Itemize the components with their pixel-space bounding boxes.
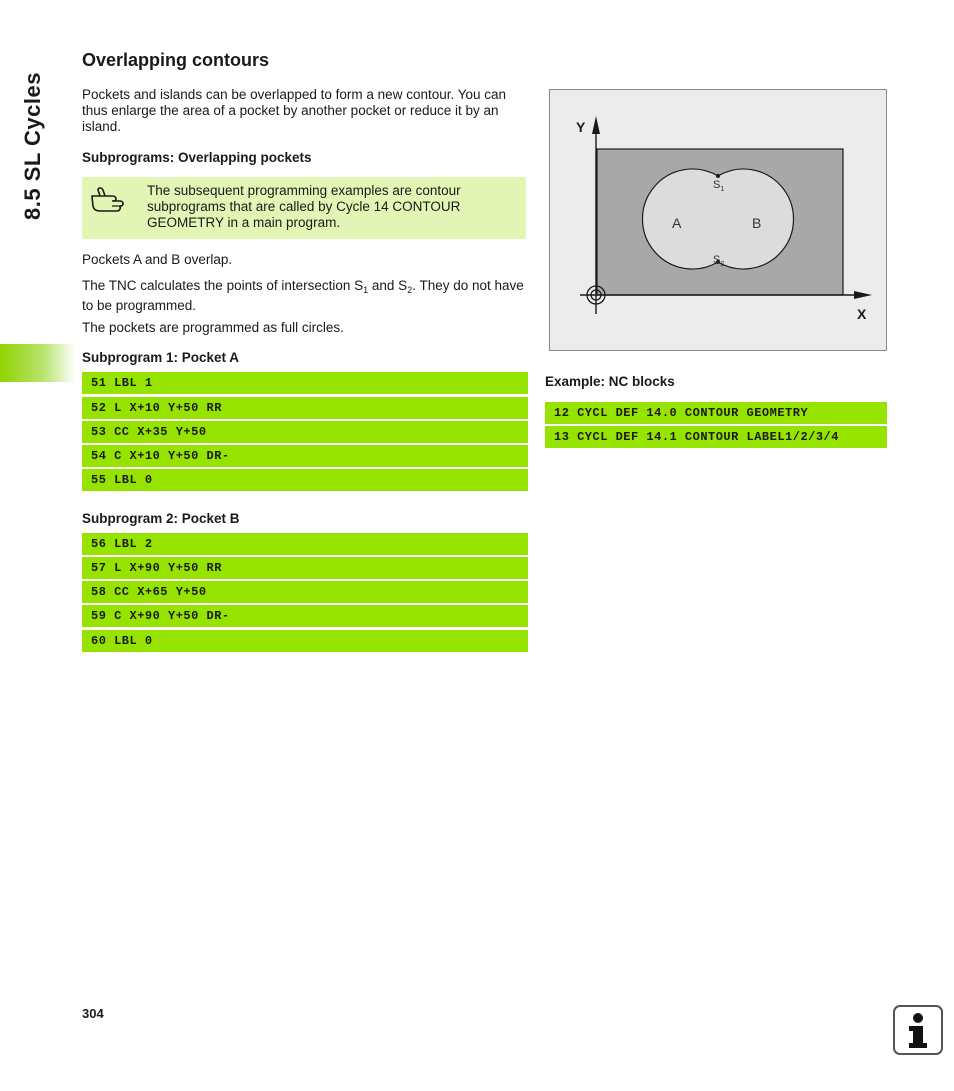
intersection-sub-2: 2	[407, 285, 413, 295]
pocket-a-label: A	[672, 215, 682, 231]
code-line: 55 LBL 0	[82, 469, 528, 491]
intersection-text-3: . They do not have to be programmed.	[82, 278, 524, 313]
x-axis-label: X	[857, 306, 867, 322]
code-line: 59 C X+90 Y+50 DR-	[82, 605, 528, 627]
paragraph-full-circles: The pockets are programmed as full circles.	[82, 320, 344, 335]
intersection-text-2: and S	[368, 278, 408, 293]
intro-paragraph: Pockets and islands can be overlapped to form a new contour. You can thus enlarge the area of a pocket by another pocket or reduce it by an island.	[82, 87, 507, 134]
code-line: 51 LBL 1	[82, 372, 528, 394]
y-axis-label: Y	[576, 119, 586, 135]
page-number: 304	[82, 1006, 104, 1021]
s1-subscript: 1	[720, 186, 725, 193]
intersection-text-1: The TNC calculates the points of intersection S	[82, 278, 364, 293]
paragraph-overlap: Pockets A and B overlap.	[82, 252, 233, 267]
code-line: 53 CC X+35 Y+50	[82, 421, 528, 443]
overlapping-pockets-figure	[549, 89, 887, 351]
subprogram-1-title: Subprogram 1: Pocket A	[82, 350, 240, 365]
code-line: 56 LBL 2	[82, 533, 528, 555]
y-axis-arrow	[592, 116, 600, 134]
s2-letter: S	[713, 254, 721, 266]
code-line: 58 CC X+65 Y+50	[82, 581, 528, 603]
subprogram-2-title: Subprogram 2: Pocket B	[82, 511, 240, 526]
note-text: The subsequent programming examples are contour subprograms that are called by Cycle 14 CONTOUR GEOMETRY in a main program.	[147, 183, 461, 230]
code-line: 54 C X+10 Y+50 DR-	[82, 445, 528, 467]
code-line: 52 L X+10 Y+50 RR	[82, 397, 528, 419]
info-icon[interactable]	[893, 1005, 943, 1055]
s2-subscript: 2	[720, 261, 725, 268]
chapter-tab-marker	[0, 344, 76, 382]
code-line: 60 LBL 0	[82, 630, 528, 652]
code-line: 13 CYCL DEF 14.1 CONTOUR LABEL1/2/3/4	[545, 426, 887, 448]
paragraph-intersection	[82, 278, 526, 314]
code-line: 12 CYCL DEF 14.0 CONTOUR GEOMETRY	[545, 402, 887, 424]
pointing-hand-icon	[90, 187, 128, 213]
code-line: 57 L X+90 Y+50 RR	[82, 557, 528, 579]
subheading-overlapping-pockets: Subprograms: Overlapping pockets	[82, 150, 312, 165]
example-title: Example: NC blocks	[545, 374, 675, 389]
s1-letter: S	[713, 179, 721, 191]
x-axis-arrow	[854, 291, 872, 299]
info-glyph	[895, 1007, 941, 1053]
pocket-b-label: B	[752, 215, 762, 231]
chapter-side-title: 8.5 SL Cycles	[20, 72, 45, 220]
figure-drawing	[550, 90, 886, 350]
intersection-point-s1	[716, 174, 720, 178]
note-box	[82, 177, 526, 239]
intersection-sub-1: 1	[363, 285, 369, 295]
section-heading: Overlapping contours	[82, 50, 270, 70]
